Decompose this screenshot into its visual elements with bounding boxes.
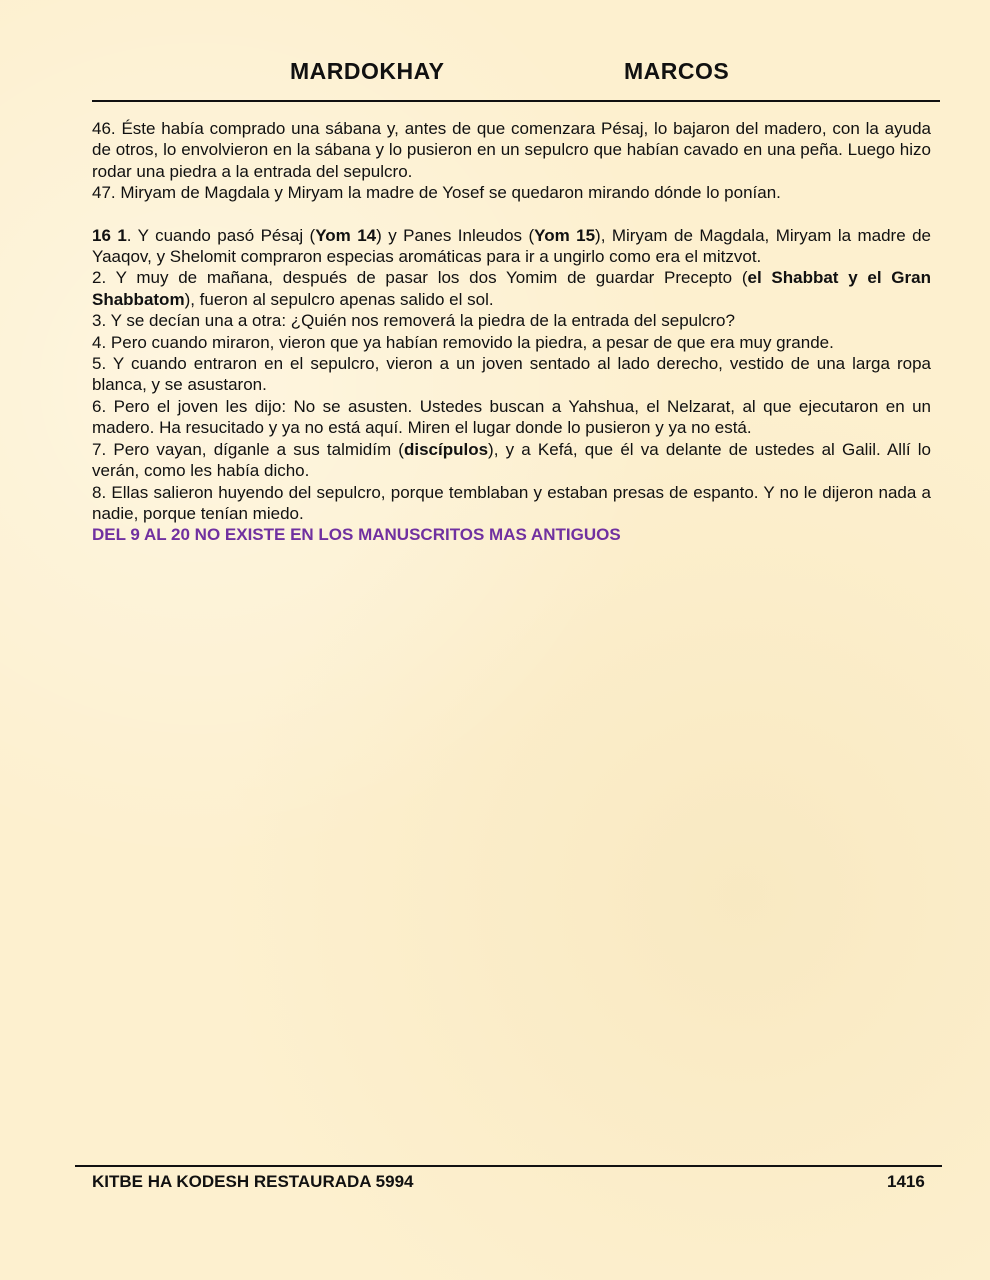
verse: 47. Miryam de Magdala y Miryam la madre de Yosef se quedaron mirando dónde lo ponían.	[92, 183, 781, 203]
footer-divider	[75, 1165, 942, 1167]
verse: 6. Pero el joven les dijo: No se asusten. Ustedes buscan a Yahshua, el Nelzarat, al que ejecutaron en un madero. Ha resucitado y ya no está aquí. Miren el lugar donde lo pusieron y ya no está.	[92, 396, 931, 438]
verse: 7. Pero vayan, díganle a sus talmidím (discípulos), y a Kefá, que él va delante de ustedes al Galil. Allí lo verán, como les había dicho.	[92, 439, 931, 481]
page-header	[0, 58, 990, 88]
header-book: MARCOS	[624, 58, 730, 84]
verse: 2. Y muy de mañana, después de pasar los dos Yomim de guardar Precepto (el Shabbat y el Gran Shabbatom), fueron al sepulcro apenas salido el sol.	[92, 268, 931, 309]
verse: 8. Ellas salieron huyendo del sepulcro, porque temblaban y estaban presas de espanto. Y no le dijeron nada a nadie, porque tenían miedo.	[92, 482, 931, 523]
header-author: MARDOKHAY	[290, 58, 445, 84]
verse: 5. Y cuando entraron en el sepulcro, vieron a un joven sentado al lado derecho, vestido de una larga ropa blanca, y se asustaron.	[92, 354, 931, 395]
verse: 46. Éste había comprado una sábana y, antes de que comenzara Pésaj, lo bajaron del madero, con la ayuda de otros, lo envolvieron en la sábana y lo pusieron en un sepulcro que habían cavado en una peña. Luego hizo rodar una piedra a la entrada del sepulcro.	[92, 119, 931, 181]
page-body	[92, 118, 931, 546]
header-divider	[92, 100, 940, 102]
verse: 16 1. Y cuando pasó Pésaj (Yom 14) y Panes Inleudos (Yom 15), Miryam de Magdala, Miryam la madre de Yaaqov, y Shelomit compraron especias aromáticas para ir a ungirlo como era el mitzvot.	[92, 225, 932, 267]
verse: 4. Pero cuando miraron, vieron que ya habían removido la piedra, a pesar de que era muy grande.	[92, 332, 834, 352]
footer-title: KITBE HA KODESH RESTAURADA 5994	[92, 1172, 414, 1191]
page-number: 1416	[887, 1172, 925, 1191]
verse: 3. Y se decían una a otra: ¿Quién nos removerá la piedra de la entrada del sepulcro?	[92, 311, 735, 331]
manuscript-note: DEL 9 AL 20 NO EXISTE EN LOS MANUSCRITOS MAS ANTIGUOS	[92, 525, 621, 545]
